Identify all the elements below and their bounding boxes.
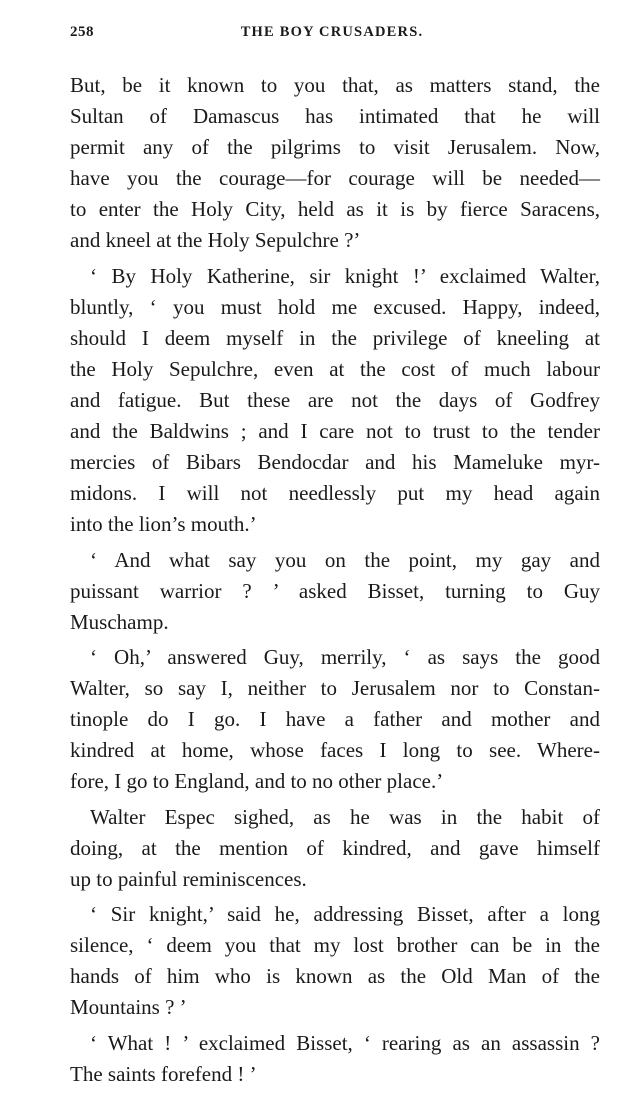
text-line: tinople do I go. I have a father and mother and <box>70 707 600 732</box>
text-line: silence, ‘ deem you that my lost brother can be in the <box>70 933 600 958</box>
text-line: bluntly, ‘ you must hold me excused. Happy, indeed, <box>70 295 600 319</box>
running-title: THE BOY CRUSADERS. <box>240 24 424 40</box>
paragraph <box>70 642 600 797</box>
text-line: and the Baldwins ; and I care not to trust to the tender <box>70 419 600 443</box>
paragraph <box>70 70 600 256</box>
text-line: midons. I will not needlessly put my head again <box>70 481 600 505</box>
text-line: Mountains ? ’ <box>70 995 187 1020</box>
text-line: mercies of Bibars Bendocdar and his Mameluke myr- <box>70 450 600 474</box>
text-line: kindred at home, whose faces I long to see. Where- <box>70 738 600 763</box>
running-head <box>70 24 600 48</box>
body-text <box>70 70 600 1090</box>
page-number: 258 <box>70 24 94 40</box>
text-line: The saints forefend ! ’ <box>70 1061 257 1086</box>
text-line: have you the courage—for courage will be needed— <box>70 166 600 190</box>
text-line: Muschamp. <box>70 609 169 634</box>
paragraph <box>70 899 600 1023</box>
text-line: up to painful reminiscences. <box>70 866 307 891</box>
text-line: and kneel at the Holy Sepulchre ?’ <box>70 228 361 252</box>
text-line: ‘ What ! ’ exclaimed Bisset, ‘ rearing as an assassin ? <box>90 1030 600 1055</box>
text-line: But, be it known to you that, as matters stand, the <box>70 73 600 97</box>
paragraph <box>70 1028 600 1090</box>
paragraph <box>70 261 600 540</box>
text-line: doing, at the mention of kindred, and gave himself <box>70 835 600 860</box>
text-line: permit any of the pilgrims to visit Jerusalem. Now, <box>70 135 600 159</box>
text-line: into the lion’s mouth.’ <box>70 512 257 536</box>
paragraph <box>70 802 600 895</box>
text-line: the Holy Sepulchre, even at the cost of much labour <box>70 357 600 381</box>
text-line: to enter the Holy City, held as it is by fierce Saracens, <box>70 197 600 221</box>
text-line: Walter, so say I, neither to Jerusalem nor to Constan- <box>70 676 600 701</box>
text-line: fore, I go to England, and to no other place.’ <box>70 769 444 794</box>
text-line: ‘ And what say you on the point, my gay and <box>90 547 600 572</box>
text-line: ‘ Sir knight,’ said he, addressing Bisset, after a long <box>90 902 600 927</box>
text-line: should I deem myself in the privilege of kneeling at <box>70 326 600 350</box>
book-page <box>70 24 600 1095</box>
text-line: Walter Espec sighed, as he was in the habit of <box>90 804 600 829</box>
text-line: ‘ Oh,’ answered Guy, merrily, ‘ as says the good <box>90 645 600 670</box>
text-line: hands of him who is known as the Old Man of the <box>70 964 600 989</box>
text-line: ‘ By Holy Katherine, sir knight !’ exclaimed Walter, <box>90 264 600 288</box>
text-line: and fatigue. But these are not the days of Godfrey <box>70 388 600 412</box>
text-line: Sultan of Damascus has intimated that he will <box>70 104 600 128</box>
paragraph <box>70 545 600 638</box>
text-line: puissant warrior ? ’ asked Bisset, turning to Guy <box>70 578 600 603</box>
